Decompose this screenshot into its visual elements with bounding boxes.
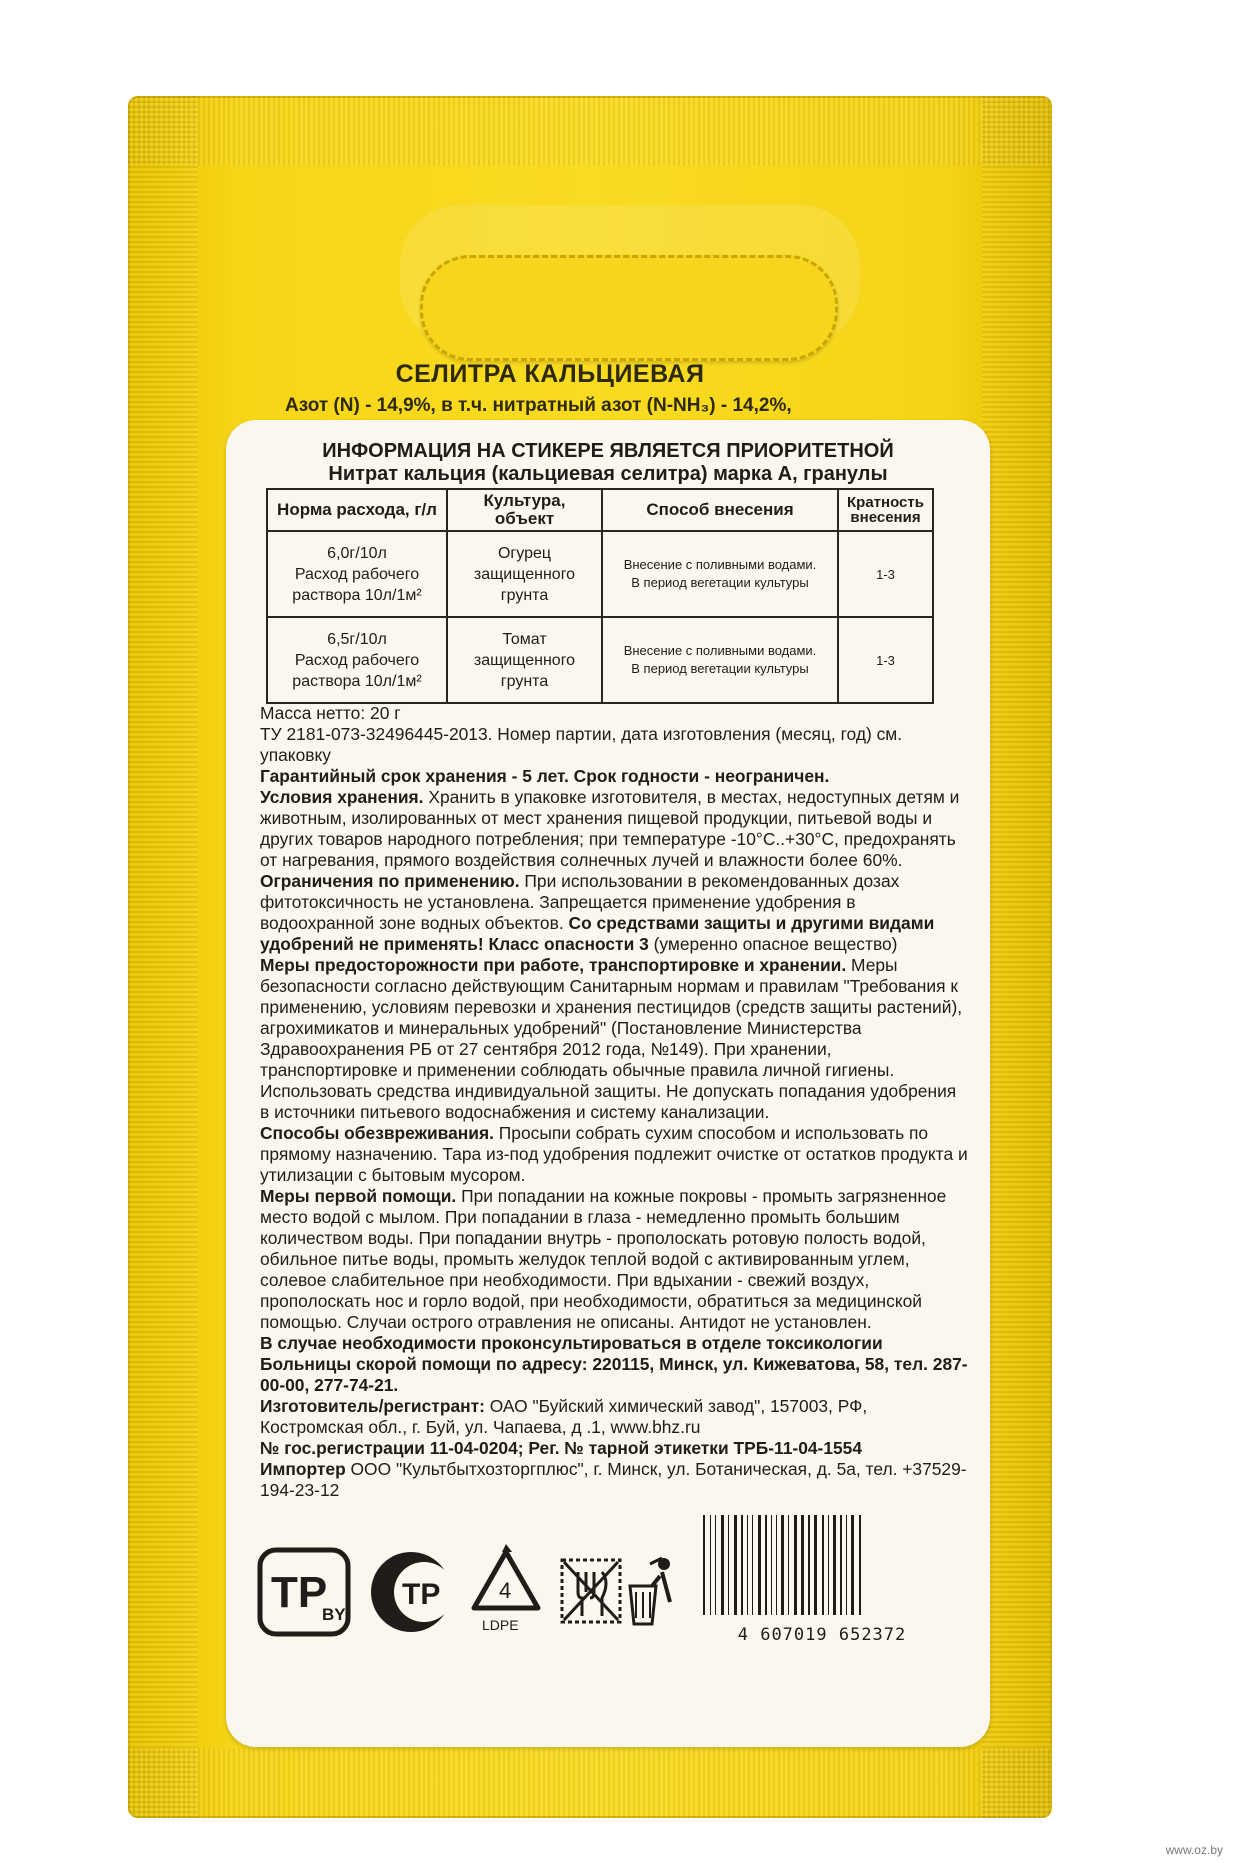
manufacturer-label: Изготовитель/регистрант: [260,1396,485,1416]
barcode-bar [771,1515,772,1615]
barcode-bar [752,1515,753,1615]
table-cell-crop [447,617,602,703]
cell-line: раствора 10л/1м² [292,586,422,604]
limits-label: Ограничения по применению. [260,871,520,891]
packet-subtitle: Азот (N) - 14,9%, в т.ч. нитратный азот (N-NH₃) - 14,2%, [285,395,792,416]
storage-label: Условия хранения. [260,787,424,807]
tu-batch-info: ТУ 2181-073-32496445-2013. Номер партии, дата изготовления (месяц, год) см. упаковку [260,724,907,765]
safety-text: Меры безопасности согласно действующим Санитарным нормам и правилам "Требования к применению, условиям перевозки и хранения пестицидов (средств защиты растений), агрохимикатов и минеральных удобрений" (Постановление Министерства Здравоохранения РБ от 27 сентября 2012 года, №149). При хранении, транспортировке и применении соблюдать обычные правила личной гигиены. Использовать средства индивидуальной защиты. Не допускать попадания удобрения в источники питьевого водоснабжения и систему канализации. [260,955,967,1122]
barcode-bar [801,1515,804,1615]
cell-line: Расход рабочего [294,651,420,669]
sticker-heading: ИНФОРМАЦИЯ НА СТИКЕРЕ ЯВЛЯЕТСЯ ПРИОРИТЕТНОЙ [322,440,894,462]
certification-logos [256,1542,666,1642]
cell-line: Внесение с поливными водами. [623,557,817,572]
recycle-number: 4 [499,1578,512,1603]
tr-main-text: TP [271,1568,328,1617]
limits-text: При использовании в рекомендованных дозах фитотоксичность не установлена. Запрещается применение удобрения в водоохранной зоне водных объектов. [260,871,905,933]
importer-text: ООО "Культбытхозторгплюс", г. Минск, ул. Ботаническая, д. 5а, тел. +37529-194-23-12 [260,1459,967,1500]
table-row [267,531,933,617]
cell-line: защищенного [473,651,576,669]
recycle-label: LDPE [482,1617,519,1633]
info-sticker [226,420,990,1747]
application-rates-table [266,488,934,704]
ctp-text: TP [402,1578,441,1611]
tr-by-text: BY [322,1605,346,1624]
barcode-bar [734,1515,737,1615]
not-for-food-icon [556,1542,626,1642]
table-cell-norm [267,531,447,617]
barcode-bar [788,1515,789,1615]
consultation-info: В случае необходимости проконсультироваться в отделе токсикологии Больницы скорой помощи по адресу: 220115, Минск, ул. Кижеватова, 58, тел. 287-00-00, 277-74-21. [260,1333,968,1395]
neutralization-text: Просыпи собрать сухим способом и использовать по прямому назначению. Тара из-под удобрения подлежит очистке от остатков продукта и утилизации с бытовым мусором. [260,1123,973,1185]
barcode-bar [758,1515,761,1615]
net-mass: Масса нетто: 20 г [260,703,401,723]
cell-line: В период вегетации культуры [631,575,809,590]
cell-line: 6,0г/10л [327,544,387,562]
barcode-bar [833,1515,836,1615]
tr-by-icon [256,1542,356,1642]
table-header: Культура, объект [447,489,602,531]
barcode-bar [703,1515,705,1615]
barcode-bar [781,1515,784,1615]
barcode-bar [728,1515,729,1615]
table-cell-method [602,531,838,617]
cell-line: грунта [500,586,549,604]
table-cell-method [602,617,838,703]
cell-line: грунта [500,672,549,690]
barcode-bar [721,1515,724,1615]
barcode-digits: 4 607019 652372 [737,1625,907,1645]
barcode-bar [851,1515,854,1615]
barcode-bar [840,1515,842,1615]
table-header: Способ внесения [602,489,838,531]
ctp-icon [366,1542,456,1642]
cell-line: Томат [502,630,547,648]
barcode-bar [846,1515,847,1615]
cell-line: 6,5г/10л [327,630,387,648]
trash-bin-icon [626,1542,686,1642]
packet-seal-left [128,96,198,1818]
packet-seal-right [982,96,1052,1818]
barcode-bar [741,1515,743,1615]
table-cell-times: 1-3 [838,617,933,703]
barcode-bar [828,1515,829,1615]
warranty-info: Гарантийный срок хранения - 5 лет. Срок годности - неограничен. [260,766,830,786]
hang-hole [420,255,838,361]
first-aid-text: При попадании на кожные покровы - промыть загрязненное место водой с мылом. При попадании в глаза - немедленно промыть большим количеством воды. При попадании внутрь - прополоскать ротовую полость водой, обильное питье воды, промыть желудок теплой водой с активированным углем, солевое слабительное при необходимости. При вдыхании - свежий воздух, прополоскать нос и горло водой, при необходимости, обратиться за медицинской помощью. Случаи острого отравления не описаны. Антидот не установлен. [260,1186,952,1332]
table-header: Кратность внесения [838,489,933,531]
barcode-bar [776,1515,777,1615]
barcode-bar [765,1515,767,1615]
packet-seal-top [128,96,1052,166]
watermark: www.oz.by [1165,1843,1223,1857]
cell-line: Расход рабочего [294,565,420,583]
manufacturer-text: ОАО "Буйский химический завод", 157003, РФ, Костромская обл., г. Буй, ул. Чапаева, д .1, www.bhz.ru [260,1396,873,1437]
barcode-bar [715,1515,716,1615]
cell-line: Огурец [497,544,552,562]
barcode-bar [859,1515,861,1615]
first-aid-label: Меры первой помощи. [260,1186,457,1206]
limits-tail: (умеренно опасное вещество) [648,934,898,954]
barcode-bar [794,1515,797,1615]
storage-text: Хранить в упаковке изготовителя, в местах, недоступных детям и животным, изолированных от мест хранения пищевой продукции, питьевой воды и других товаров народного потребления; при температуре -10°С..+30°С, предохранять от нагревания, прямого воздействия солнечных лучей и влажности более 60%. [260,787,965,870]
importer-label: Импортер [260,1459,346,1479]
table-cell-crop [447,531,602,617]
sticker-subheading: Нитрат кальция (кальциевая селитра) марка А, гранулы [328,463,888,485]
table-row [267,617,933,703]
table-cell-norm [267,617,447,703]
barcode-bar [822,1515,824,1615]
safety-label: Меры предосторожности при работе, транспортировке и хранении. [260,955,847,975]
barcode-bar [808,1515,810,1615]
cell-line: защищенного [473,565,576,583]
barcode-bar [747,1515,748,1615]
barcode-bar [814,1515,817,1615]
cell-line: раствора 10л/1м² [292,672,422,690]
cell-line: В период вегетации культуры [631,661,809,676]
neutralization-label: Способы обезвреживания. [260,1123,494,1143]
sticker-body-text [260,703,973,1501]
table-header: Норма расхода, г/л [267,489,447,531]
limits-bold-text: Со средствами защиты и другими видами удобрений не применять! Класс опасности 3 [260,913,940,954]
table-header-row [267,489,933,531]
registration-info: № гос.регистрации 11-04-0204; Рег. № тарной этикетки ТРБ-11-04-1554 [260,1438,863,1458]
barcode-bar [710,1515,711,1615]
packet-seal-bottom [128,1748,1052,1818]
barcode-bars [699,1515,955,1615]
table-cell-times: 1-3 [838,531,933,617]
packet-title: СЕЛИТРА КАЛЬЦИЕВАЯ [395,360,705,388]
recycle-ldpe-icon [466,1542,546,1642]
barcode [689,1515,955,1645]
cell-line: Внесение с поливными водами. [623,643,817,658]
